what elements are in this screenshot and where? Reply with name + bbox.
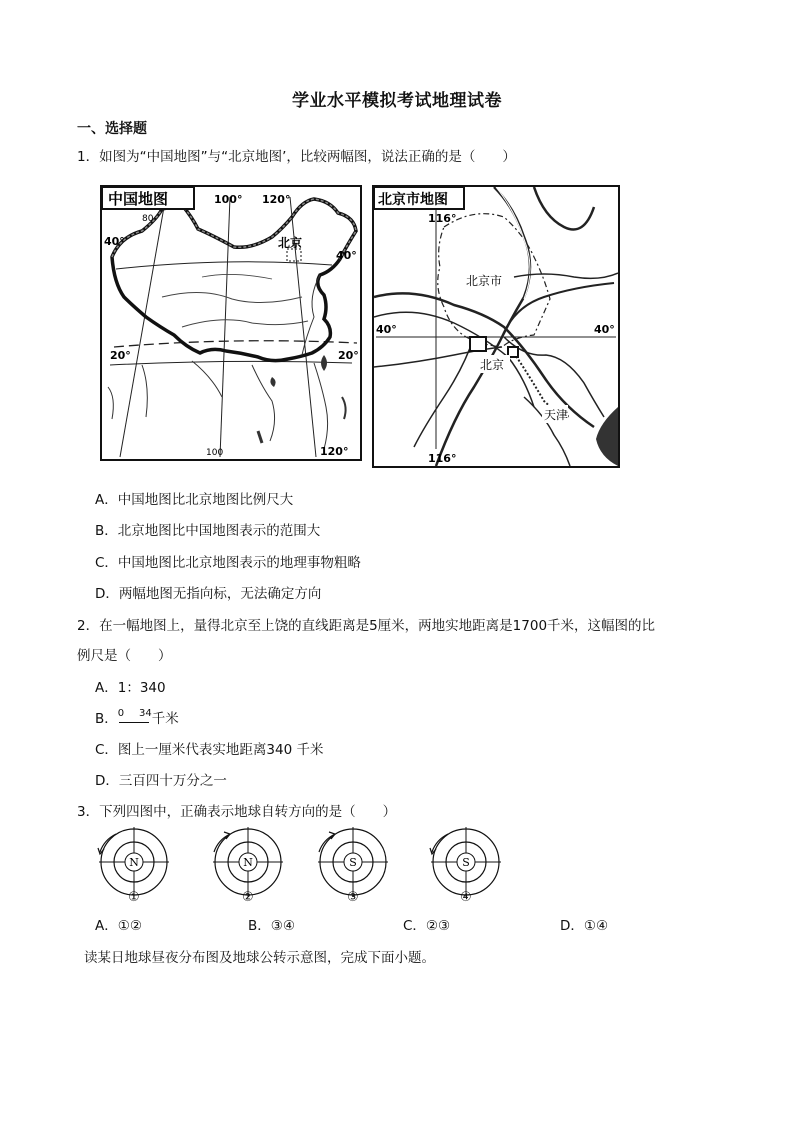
question-3-stem: 3．下列四图中，正确表示地球自转方向的是（ ） [77, 804, 397, 820]
scale-bar [117, 708, 152, 724]
china-map [100, 185, 362, 461]
beijing-map-region-label: 北京市 [466, 274, 503, 288]
beijing-map-drawing [374, 187, 618, 466]
question-2-stem-line2: 例尺是（ ） [77, 648, 172, 664]
globe-4-pole: S [462, 856, 470, 869]
beijing-map-lon-bottom: 116° [428, 452, 457, 465]
china-map-drawing [102, 187, 360, 459]
globe-2-pole: N [243, 856, 253, 869]
china-map-lon-120-bottom: 120° [320, 445, 349, 458]
q1-option-d[interactable]: D．两幅地图无指向标，无法确定方向 [95, 586, 322, 602]
globe-1-label: ① [128, 890, 140, 905]
scale-bar-line [119, 722, 149, 723]
globe-3-pole: S [349, 856, 357, 869]
beijing-map-city-label: 北京 [480, 358, 505, 372]
q2-option-d[interactable]: D．三百四十万分之一 [95, 773, 227, 789]
question-1-stem: 1．如图为“中国地图”与“北京地图’，比较两幅图，说法正确的是（ ） [77, 149, 516, 165]
globe-4 [428, 826, 504, 910]
q2-option-b-prefix: B． [95, 711, 118, 727]
china-map-lat-40-right: 40° [336, 249, 357, 262]
china-map-title: 中国地图 [108, 190, 169, 208]
question-2-stem-line1: 2．在一幅地图上，量得北京至上饶的直线距离是5厘米，两地实地距离是1700千米，这幅图的比 [77, 618, 656, 634]
globe-1-pole: N [129, 856, 139, 869]
q2-option-a[interactable]: A．1：340 [95, 680, 166, 696]
page-title: 学业水平模拟考试地理试卷 [292, 91, 502, 111]
beijing-map-title: 北京市地图 [378, 192, 448, 208]
globe-1 [96, 826, 172, 910]
china-map-lat-40-left: 40° [104, 235, 125, 248]
beijing-map-lat-left: 40° [376, 323, 397, 336]
globe-3-label: ③ [347, 890, 359, 905]
q2-option-b[interactable] [95, 707, 179, 727]
beijing-map-lat-right: 40° [594, 323, 615, 336]
q1-option-a[interactable]: A．中国地图比北京地图比例尺大 [95, 492, 294, 508]
reading-prompt: 读某日地球昼夜分布图及地球公转示意图，完成下面小题。 [84, 950, 435, 966]
q1-option-c[interactable]: C．中国地图比北京地图表示的地理事物粗略 [95, 555, 361, 571]
china-map-lat-20-right: 20° [338, 349, 359, 362]
beijing-map-lon-top: 116° [428, 212, 457, 225]
globe-2-label: ② [242, 890, 254, 905]
china-map-lon-100: 100° [214, 193, 243, 206]
section-heading: 一、选择题 [77, 121, 147, 137]
scale-bar-value: 34 [139, 708, 152, 719]
q3-option-b[interactable]: B．③④ [248, 918, 295, 934]
globe-4-label: ④ [460, 890, 472, 905]
china-map-beijing: 北京 [278, 236, 303, 250]
beijing-map [372, 185, 620, 468]
globe-3 [315, 826, 391, 910]
china-map-lon-80: 80 [142, 214, 154, 224]
q2-option-c[interactable]: C．图上一厘米代表实地距离340 千米 [95, 742, 324, 758]
china-map-lon-100-bottom: 100 [206, 448, 224, 458]
q3-option-c[interactable]: C．②③ [403, 918, 451, 934]
q2-option-b-unit: 千米 [151, 711, 179, 727]
globe-2 [210, 826, 286, 910]
china-map-lon-120: 120° [262, 193, 291, 206]
q1-option-b[interactable]: B．北京地图比中国地图表示的范围大 [95, 523, 321, 539]
china-map-lat-20-left: 20° [110, 349, 131, 362]
scale-bar-zero: 0 [117, 708, 125, 719]
beijing-map-tianjin-label: 天津 [544, 408, 569, 422]
q3-option-a[interactable]: A．①② [95, 918, 142, 934]
q3-option-d[interactable]: D．①④ [560, 918, 609, 934]
